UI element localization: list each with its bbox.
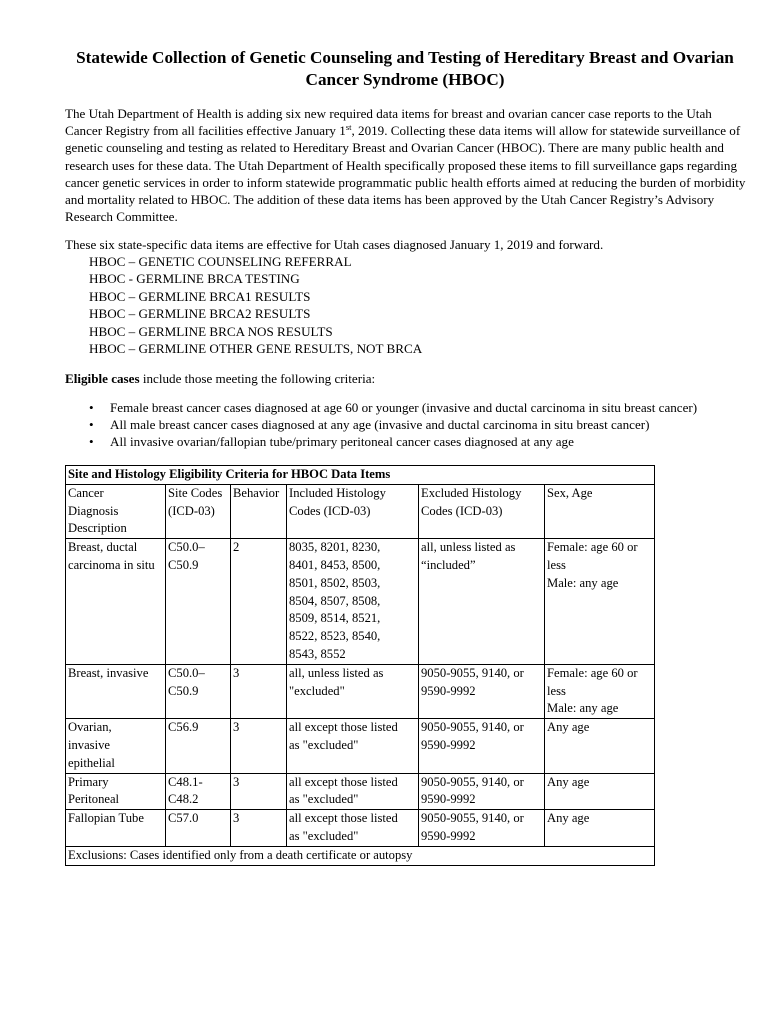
cell-included-line: 8509, 8514, 8521,: [289, 611, 381, 626]
bullet-icon: •: [89, 417, 94, 433]
intro-text-2: , 2019. Collecting these data items will allow for statewide surveillance of genetic counseling and testing as related to Hereditary Breast and Ovarian Cancer (HBOC). There are many public health and research uses for these data. The Utah Department of Health specifically proposed these items to fill surveillance gaps regarding cancer genetic services in order to inform statewide programmatic public health efforts aimed at reducing the burden of morbidity and mortality related to HBOC. The addition of these data items has been approved by the Utah Cancer Registry’s Advisory Research Committee.: [65, 123, 746, 225]
intro-superscript: st: [345, 122, 352, 133]
cell-behavior: [231, 773, 287, 810]
data-item: HBOC – GERMLINE BRCA NOS RESULTS: [89, 323, 333, 339]
title-line-1: Statewide Collection of Genetic Counseling and Testing of Hereditary Breast and Ovarian: [76, 48, 734, 67]
header-behavior: [231, 484, 287, 538]
cell-sex-age-line: Female: age 60 or: [547, 540, 638, 555]
header-diagnosis-line: Diagnosis: [68, 503, 119, 518]
data-item: HBOC – GERMLINE OTHER GENE RESULTS, NOT BRCA: [89, 341, 423, 357]
cell-diagnosis-line: epithelial: [68, 755, 115, 770]
cell-site-codes-line: C57.0: [168, 811, 199, 826]
cell-site-codes: [166, 664, 231, 718]
cell-site-codes: [166, 539, 231, 665]
cell-site-codes-line: C50.0–: [168, 540, 205, 555]
cell-behavior-line: 3: [233, 774, 240, 789]
cell-diagnosis-line: Breast, ductal: [68, 540, 138, 555]
cell-included-line: 8504, 8507, 8508,: [289, 593, 381, 608]
cell-included-line: 8543, 8552: [289, 646, 346, 661]
cell-diagnosis-line: invasive: [68, 737, 110, 752]
cell-excluded-line: 9590-9992: [421, 792, 476, 807]
cell-sex-age-line: Any age: [547, 774, 590, 789]
eligibility-bullets: [89, 399, 697, 451]
cell-sex-age: [545, 773, 655, 810]
table-caption: Site and Histology Eligibility Criteria for HBOC Data Items: [66, 466, 655, 485]
cell-excluded-line: all, unless listed as: [421, 540, 516, 555]
cell-excluded-line: 9050-9055, 9140, or: [421, 774, 524, 789]
header-included-line: Included Histology: [289, 485, 386, 500]
cell-included: [287, 664, 419, 718]
cell-diagnosis-line: Ovarian,: [68, 720, 112, 735]
cell-included-line: as "excluded": [289, 792, 359, 807]
header-diagnosis-line: Cancer: [68, 485, 104, 500]
cell-sex-age: [545, 664, 655, 718]
cell-behavior: [231, 719, 287, 773]
cell-excluded-line: “included”: [421, 557, 476, 572]
cell-site-codes-line: C50.9: [168, 683, 199, 698]
cell-excluded-line: 9050-9055, 9140, or: [421, 811, 524, 826]
cell-included-line: "excluded": [289, 683, 345, 698]
cell-excluded-line: 9050-9055, 9140, or: [421, 720, 524, 735]
cell-sex-age-line: Male: any age: [547, 701, 619, 716]
eligibility-criteria-table: [65, 465, 655, 866]
cell-included-line: all, unless listed as: [289, 665, 384, 680]
bullet-text: All male breast cancer cases diagnosed at any age (invasive and ductal carcinoma in situ breast cancer): [110, 417, 650, 433]
cell-diagnosis-line: Peritoneal: [68, 792, 120, 807]
header-diagnosis-line: Description: [68, 521, 127, 536]
cell-excluded: [419, 539, 545, 665]
header-included: [287, 484, 419, 538]
table-footer-row: [66, 846, 655, 865]
table-body: [66, 466, 655, 866]
cell-site-codes-line: C48.2: [168, 792, 199, 807]
table-caption-row: [66, 466, 655, 485]
table-row: [66, 773, 655, 810]
cell-diagnosis-line: Fallopian Tube: [68, 811, 144, 826]
cell-behavior-line: 3: [233, 665, 240, 680]
header-sex-age-line: Sex, Age: [547, 485, 593, 500]
bullet-icon: •: [89, 434, 94, 450]
cell-excluded-line: 9590-9992: [421, 737, 476, 752]
cell-sex-age-line: Any age: [547, 811, 590, 826]
header-site-codes-line: (ICD-03): [168, 503, 215, 518]
cell-included-line: 8035, 8201, 8230,: [289, 540, 381, 555]
header-site-codes-line: Site Codes: [168, 485, 223, 500]
cell-diagnosis: [66, 539, 166, 665]
cell-excluded: [419, 719, 545, 773]
cell-behavior: [231, 664, 287, 718]
data-item: HBOC – GENETIC COUNSELING REFERRAL: [89, 254, 352, 269]
header-excluded-line: Codes (ICD-03): [421, 503, 503, 518]
cell-sex-age-line: Male: any age: [547, 575, 619, 590]
eligible-cases-intro: [65, 370, 375, 387]
intro-paragraph: [65, 105, 747, 225]
bullet-icon: •: [89, 400, 94, 415]
cell-diagnosis: [66, 810, 166, 847]
cell-excluded-line: 9590-9992: [421, 828, 476, 843]
bullet-text: All invasive ovarian/fallopian tube/primary peritoneal cancer cases diagnosed at any age: [110, 434, 574, 450]
cell-site-codes-line: C48.1-: [168, 774, 203, 789]
header-excluded: [419, 484, 545, 538]
table-row: [66, 664, 655, 718]
cell-included: [287, 719, 419, 773]
cell-diagnosis-line: Primary: [68, 774, 109, 789]
table-footer: Exclusions: Cases identified only from a death certificate or autopsy: [66, 846, 655, 865]
data-item: HBOC - GERMLINE BRCA TESTING: [89, 271, 300, 287]
bullet-item: [89, 399, 697, 416]
table-header-row: [66, 484, 655, 538]
cell-included-line: all except those listed: [289, 774, 398, 789]
cell-excluded: [419, 773, 545, 810]
cell-site-codes-line: C56.9: [168, 720, 199, 735]
effective-statement: These six state-specific data items are effective for Utah cases diagnosed January 1, 2019 and forward.: [65, 237, 604, 252]
cell-excluded-line: 9590-9992: [421, 683, 476, 698]
cell-excluded-line: 9050-9055, 9140, or: [421, 665, 524, 680]
cell-included-line: 8501, 8502, 8503,: [289, 575, 381, 590]
bullet-text: Female breast cancer cases diagnosed at age 60 or younger (invasive and ductal carcinoma in situ breast cancer): [110, 400, 698, 415]
cell-sex-age-line: less: [547, 557, 566, 572]
cell-diagnosis-line: Breast, invasive: [68, 665, 149, 680]
cell-sex-age: [545, 719, 655, 773]
cell-sex-age-line: Female: age 60 or: [547, 665, 638, 680]
header-included-line: Codes (ICD-03): [289, 503, 371, 518]
header-sex-age: [545, 484, 655, 538]
cell-included-line: all except those listed: [289, 720, 398, 735]
cell-included: [287, 810, 419, 847]
page-title: [50, 47, 760, 91]
cell-included-line: 8522, 8523, 8540,: [289, 629, 381, 644]
bullet-item: [89, 416, 697, 433]
cell-behavior-line: 3: [233, 720, 240, 735]
cell-excluded: [419, 664, 545, 718]
cell-behavior: [231, 539, 287, 665]
eligible-cases-bold: Eligible cases: [65, 371, 140, 386]
cell-site-codes-line: C50.0–: [168, 665, 205, 680]
cell-site-codes: [166, 773, 231, 810]
cell-sex-age-line: less: [547, 683, 566, 698]
cell-sex-age-line: Any age: [547, 720, 590, 735]
cell-site-codes: [166, 719, 231, 773]
cell-included: [287, 539, 419, 665]
data-item: HBOC – GERMLINE BRCA1 RESULTS: [89, 288, 311, 304]
table-row: [66, 719, 655, 773]
cell-behavior: [231, 810, 287, 847]
bullet-item: [89, 433, 697, 450]
cell-diagnosis: [66, 664, 166, 718]
table-row: [66, 810, 655, 847]
cell-sex-age: [545, 539, 655, 665]
cell-excluded: [419, 810, 545, 847]
cell-site-codes: [166, 810, 231, 847]
intro-text-1: The Utah Department of Health is adding six new required data items for breast and ovarian cancer case reports to the Utah Cancer Registry from all facilities effective January 1: [65, 106, 712, 139]
title-line-2: Cancer Syndrome (HBOC): [305, 70, 505, 89]
cell-diagnosis: [66, 719, 166, 773]
cell-included-line: 8401, 8453, 8500,: [289, 557, 381, 572]
header-behavior-line: Behavior: [233, 485, 280, 500]
table-row: [66, 539, 655, 665]
data-item: HBOC – GERMLINE BRCA2 RESULTS: [89, 306, 311, 322]
cell-included-line: as "excluded": [289, 737, 359, 752]
header-diagnosis: [66, 484, 166, 538]
cell-included-line: as "excluded": [289, 828, 359, 843]
cell-behavior-line: 3: [233, 811, 240, 826]
cell-behavior-line: 2: [233, 540, 240, 555]
cell-sex-age: [545, 810, 655, 847]
cell-diagnosis: [66, 773, 166, 810]
cell-diagnosis-line: carcinoma in situ: [68, 557, 155, 572]
cell-included-line: all except those listed: [289, 811, 398, 826]
header-site-codes: [166, 484, 231, 538]
data-items-list: [89, 253, 422, 357]
header-excluded-line: Excluded Histology: [421, 485, 522, 500]
cell-site-codes-line: C50.9: [168, 557, 199, 572]
eligible-cases-rest: include those meeting the following criteria:: [139, 371, 376, 386]
cell-included: [287, 773, 419, 810]
